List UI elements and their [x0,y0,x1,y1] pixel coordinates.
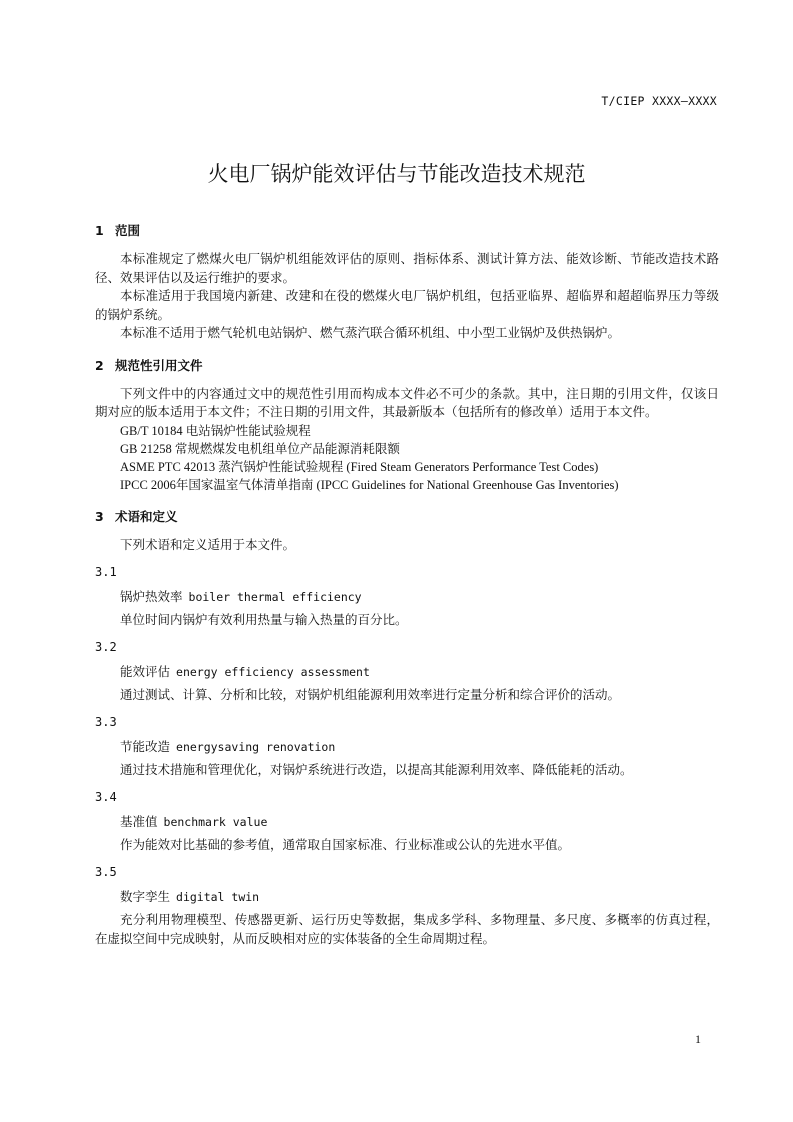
section-heading [95,504,719,530]
term-heading [95,809,719,835]
term-heading [95,584,719,610]
section-scope [95,218,719,343]
document-title: 火电厂锅炉能效评估与节能改造技术规范 [207,162,586,186]
section-title: 术语和定义 [115,508,178,524]
term-zh: 数字孪生 [120,889,171,904]
paragraph: 下列文件中的内容通过文中的规范性引用而构成本文件必不可少的条款。其中，注日期的引用文件，仅该日期对应的版本适用于本文件；不注日期的引用文件，其最新版本（包括所有的修改单）适用于本文件。 [95,385,719,419]
term-definition: 充分利用物理模型、传感器更新、运行历史等数据，集成多学科、多物理量、多尺度、多概率的仿真过程，在虚拟空间中完成映射，从而反映相对应的实体装备的全生命周期过程。 [95,912,719,946]
term-heading [95,659,719,685]
reference-item: GB 21258 常规燃煤发电机组单位产品能源消耗限额 [120,441,400,456]
term-zh: 节能改造 [120,739,171,754]
term-number: 3.2 [95,640,117,654]
term-definition: 通过测试、计算、分析和比较，对锅炉机组能源利用效率进行定量分析和综合评价的活动。 [120,687,621,702]
section-title: 范围 [115,223,141,238]
section-terms-definitions [95,504,719,949]
term-number: 3.5 [95,865,117,879]
document-code: T/CIEP XXXX—XXXX [601,94,717,108]
term-definition: 作为能效对比基础的参考值，通常取自国家标准、行业标准或公认的先进水平值。 [120,837,571,852]
section-number: 3 [95,508,104,524]
document-body [95,218,719,954]
term-en: digital twin [176,890,260,904]
term-en: energysaving renovation [176,740,336,754]
term-entry [95,785,719,854]
term-zh: 锅炉热效率 [120,589,183,604]
term-heading [95,734,719,760]
term-entry [95,710,719,779]
page-number: 1 [695,1032,701,1046]
term-entry [95,560,719,629]
term-en: energy efficiency assessment [176,665,370,679]
term-number: 3.1 [95,565,117,579]
section-number: 1 [95,223,104,238]
term-number: 3.3 [95,715,117,729]
term-definition: 通过技术措施和管理优化，对锅炉系统进行改造，以提高其能源利用效率、降低能耗的活动。 [120,762,633,777]
paragraph: 本标准规定了燃煤火电厂锅炉机组能效评估的原则、指标体系、测试计算方法、能效诊断、节能改造技术路径、效果评估以及运行维护的要求。 [95,251,719,285]
paragraph: 本标准不适用于燃气轮机电站锅炉、燃气蒸汽联合循环机组、中小型工业锅炉及供热锅炉。 [120,325,621,340]
term-zh: 能效评估 [120,664,171,679]
section-normative-references [95,353,719,494]
term-definition: 单位时间内锅炉有效利用热量与输入热量的百分比。 [120,612,408,627]
term-entry [95,635,719,704]
term-entry [95,860,719,948]
reference-list [95,422,719,494]
term-zh: 基准值 [120,814,158,829]
term-en: boiler thermal efficiency [188,590,362,604]
term-number: 3.4 [95,790,117,804]
section-heading [95,353,719,379]
section-title: 规范性引用文件 [115,357,203,373]
paragraph: 本标准适用于我国境内新建、改建和在役的燃煤火电厂锅炉机组，包括亚临界、超临界和超超临界压力等级的锅炉系统。 [95,288,719,322]
term-en: benchmark value [163,815,268,829]
reference-item: GB/T 10184 电站锅炉性能试验规程 [120,423,311,438]
section-number: 2 [95,357,104,373]
section-heading [95,218,719,244]
reference-item: ASME PTC 42013 蒸汽锅炉性能试验规程 (Fired Steam Generators Performance Test Codes) [120,459,599,474]
reference-item: IPCC 2006年国家温室气体清单指南 (IPCC Guidelines for National Greenhouse Gas Inventories) [120,477,619,492]
term-heading [95,884,719,910]
paragraph: 下列术语和定义适用于本文件。 [120,536,296,552]
